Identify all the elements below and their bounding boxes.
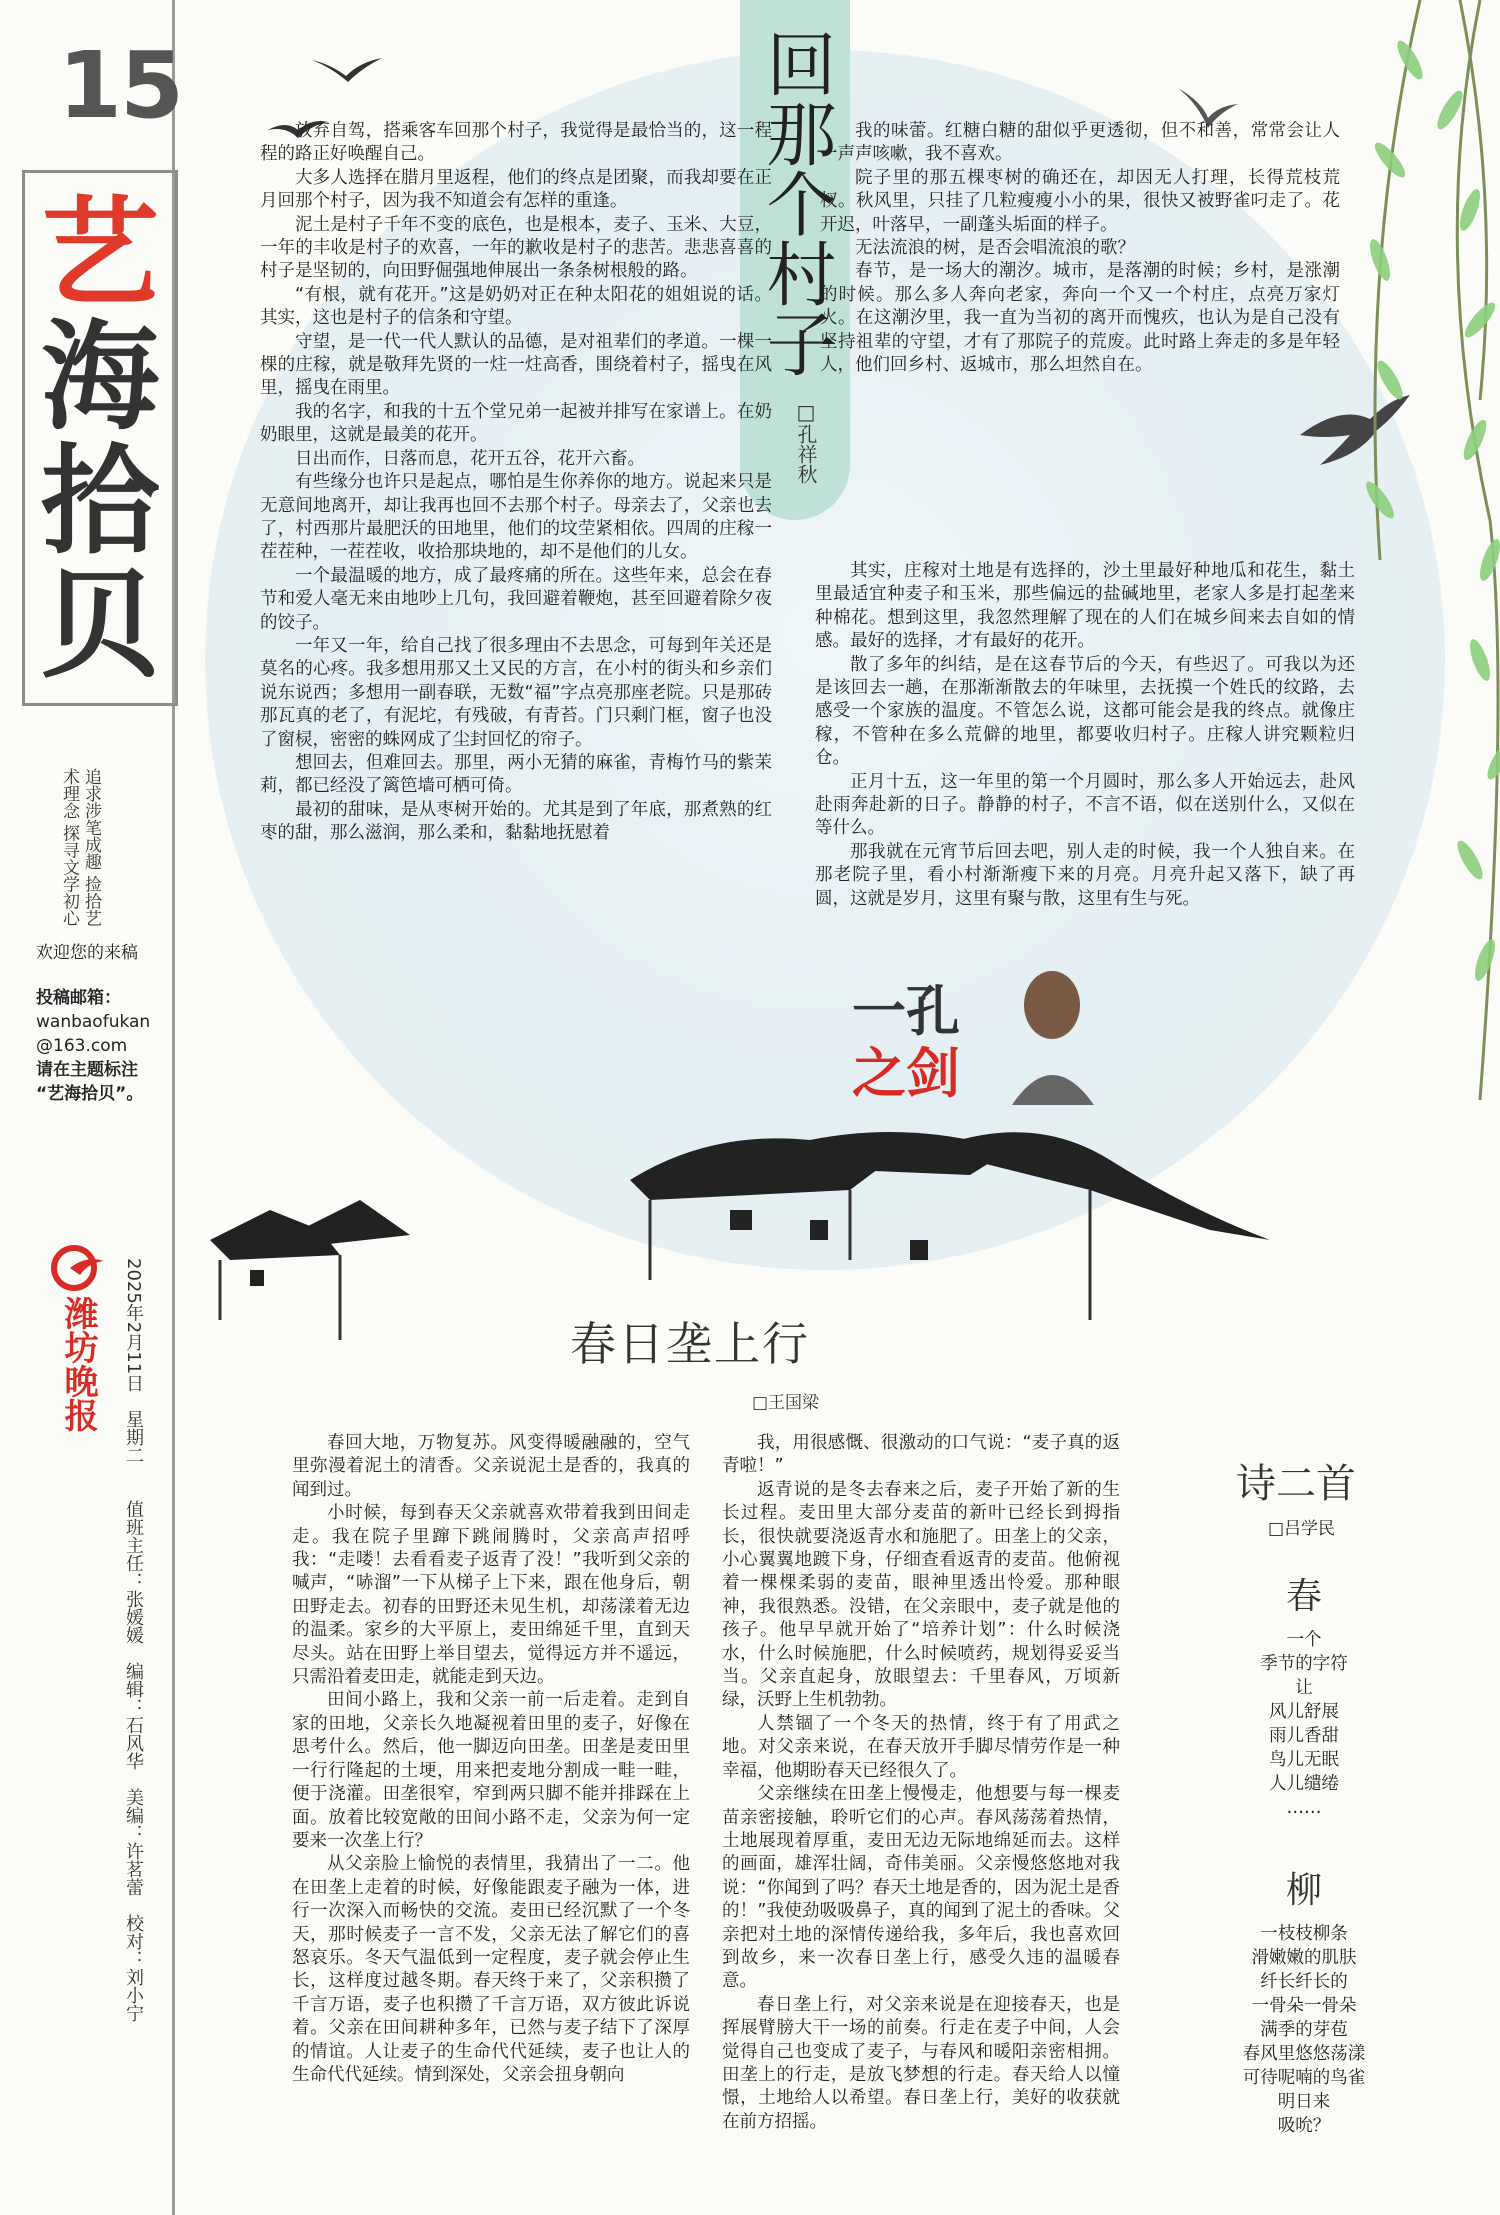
article-byline: □王国梁	[752, 1393, 820, 1413]
badge-text: 之剑	[852, 1041, 960, 1105]
email-address-line1: wanbaofukan	[36, 1012, 151, 1032]
section-title-char: 拾	[40, 431, 159, 570]
section-title-box	[22, 170, 178, 706]
email-label: 投稿邮箱：	[36, 988, 121, 1008]
paragraph: 最初的甜味，是从枣树开始的。尤其是到了年底，那煮熟的红枣的甜，那么滋润，那么柔和，黏黏地抚慰着	[260, 799, 772, 844]
poems-heading: 诗二首	[1236, 1461, 1356, 1507]
paragraph: 有些缘分也许只是起点，哪怕是生你养你的地方。说起来只是无意间地离开，却让我再也回不去那个村子。母亲去了，父亲也去了，村西那片最肥沃的田地里，他们的坟茔紧相依。四周的庄稼一茬茬种，一茬茬收，收拾那块地的，却不是他们的儿女。	[260, 472, 772, 563]
poem-line: 吸吮？	[1277, 2116, 1331, 2136]
paragraph: 我，用很感慨、很激动的口气说：“麦子真的返青啦！”	[722, 1433, 1120, 1477]
poem-line: 可待呢喃的鸟雀	[1242, 2068, 1366, 2088]
poem-line: ……	[1286, 1798, 1322, 1818]
poem-line: 人儿缱绻	[1269, 1774, 1339, 1794]
paragraph: 院子里的那五棵枣树的确还在，却因无人打理，长得荒枝荒杈。秋风里，只挂了几粒瘦瘦小小的果，很快又被野雀叼走了。花开迟，叶落早，一副蓬头垢面的样子。	[820, 167, 1340, 235]
paragraph: 父亲继续在田垄上慢慢走，他想要与每一棵麦苗亲密接触，聆听它们的心声。春风荡荡着热情，土地展现着厚重，麦田无边无际地绵延而去。这样的画面，雄浑壮阔，奇伟美丽。父亲慢悠悠地对我说：“你闻到了吗？春天土地是香的，因为泥土是香的！”我使劲吸吸鼻子，真的闻到了泥土的香味。父亲把对土地的深情传递给我，多年后，我也喜欢回到故乡，来一次春日垄上行，感受久违的温暖春意。	[722, 1784, 1120, 1992]
submission-note-line1: 请在主题标注	[36, 1060, 138, 1080]
section-title-char: 贝	[40, 555, 159, 694]
section-title	[25, 183, 175, 694]
poems-byline: □吕学民	[1268, 1519, 1336, 1539]
section-motto: 追求涉笔成趣 捡拾艺术理念 探寻文学初心	[59, 768, 101, 927]
paragraph: 日出而作，日落而息，花开五谷，花开六畜。	[295, 448, 645, 469]
article-column	[260, 120, 772, 846]
newspaper-logo-icon	[50, 1245, 106, 1291]
paragraph: 放弃自驾，搭乘客车回那个村子，我觉得是最恰当的，这一程程的路正好唤醒自己。	[260, 121, 772, 165]
section-title-char: 艺	[40, 183, 159, 322]
poem-line: 一个	[1286, 1630, 1322, 1650]
email-address-line2: @163.com	[36, 1036, 128, 1056]
author-badge	[832, 965, 1122, 1105]
welcome-text: 欢迎您的来稿	[36, 943, 138, 963]
paragraph: 想回去，但难回去。那里，两小无猜的麻雀，青梅竹马的紫茉莉，都已经没了篱笆墙可栖可倚。	[260, 752, 772, 797]
paragraph: 泥土是村子千年不变的底色，也是根本，麦子、玉米、大豆，一年的丰收是村子的欢喜，一年的歉收是村子的悲苦。悲悲喜喜的村子是坚韧的，向田野倔强地伸展出一条条树根般的路。	[260, 214, 772, 282]
poem-title: 春	[1285, 1576, 1322, 1617]
poem-line: 季节的字符	[1260, 1654, 1348, 1674]
page-number: 15	[58, 32, 183, 139]
submission-contact	[36, 986, 166, 1106]
author-portrait-icon	[1002, 965, 1112, 1105]
paragraph: 大多人选择在腊月里返程，他们的终点是团聚，而我却要在正月回那个村子，因为我不知道会有怎样的重逢。	[260, 167, 772, 212]
bird-icon	[312, 56, 382, 82]
paragraph: 田间小路上，我和父亲一前一后走着。走到自家的田地，父亲长久地凝视着田里的麦子，好像在思考什么。然后，他一脚迈向田垄。田垄是麦田里一行行隆起的土埂，用来把麦地分割成一畦一畦，便于浇灌。田垄很窄，窄到两只脚不能并排踩在上面。放着比较宽敞的田间小路不走，父亲为何一定要来一次垄上行？	[292, 1690, 690, 1851]
article-title: 春日垄上行	[570, 1317, 810, 1371]
article-title: 回那个村子	[755, 28, 837, 378]
poem-line: 让	[1295, 1678, 1313, 1698]
newspaper-name: 潍坊晚报	[58, 1296, 98, 1432]
poem-line: 鸟儿无眠	[1269, 1750, 1339, 1770]
paragraph: 守望，是一代一代人默认的品德，是对祖辈们的孝道。一棵一棵的庄稼，就是敬拜先贤的一炷一炷高香，围绕着村子，摇曳在风里，摇曳在雨里。	[260, 331, 772, 399]
badge-text: 一孔	[852, 979, 960, 1043]
poem-line: 一骨朵一骨朵	[1251, 1996, 1357, 2016]
paragraph: 那我就在元宵节后回去吧，别人走的时候，我一个人独自来。在那老院子里，看小村渐渐瘦下来的月亮。月亮升起又落下，缺了再圆，这就是岁月，这里有聚与散，这里有生与死。	[815, 841, 1355, 909]
section-title-char: 海	[40, 307, 159, 446]
paragraph: 一年又一年，给自己找了很多理由不去思念，可每到年关还是莫名的心疼。我多想用那又土又民的方言，在小村的街头和乡亲们说东说西；多想用一副春联，无数“福”字点亮那座老院。只是那砖那瓦真的老了，有泥坨，有残破，有青苔。门只剩门框，窗子也没了窗棂，密密的蛛网成了尘封回忆的帘子。	[260, 635, 772, 750]
poem-line: 雨儿香甜	[1269, 1726, 1339, 1746]
article-column	[820, 120, 1340, 377]
paragraph: 春节，是一场大的潮汐。城市，是落潮的时候；乡村，是涨潮的时候。那么多人奔向老家，奔向一个又一个村庄，点亮万家灯火。在这潮汐里，我一直为当初的离开而愧疚，也认为是自己没有坚持祖辈的守望，才有了那院子的荒废。此时路上奔走的多是年轻人，他们回乡村、返城市，那么坦然自在。	[820, 261, 1340, 376]
paragraph: 返青说的是冬去春来之后，麦子开始了新的生长过程。麦田里大部分麦苗的新叶已经长到拇指长，很快就要浇返青水和施肥了。田垄上的父亲，小心翼翼地踱下身，仔细查看返青的麦苗。他俯视着一棵棵柔弱的麦苗，眼神里透出怜爱。那种眼神，我很熟悉。没错，在父亲眼中，麦子就是他的孩子。他早早就开始了“培养计划”：什么时候浇水，什么时候施肥，什么时候喷药，规划得妥妥当当。父亲直起身，放眼望去：千里春风，万顷新绿，沃野上生机勃勃。	[722, 1479, 1120, 1711]
poem-lines	[1204, 1922, 1404, 2138]
paragraph: 小时候，每到春天父亲就喜欢带着我到田间走走。我在院子里蹿下跳闹腾时，父亲高声招呼我：“走喽！去看看麦子返青了没！”我听到父亲的喊声，“哧溜”一下从梯子上下来，跟在他身后，朝田野走去。初春的田野还未见生机，却荡漾着无边的温柔。家乡的大平原上，麦田绵延千里，直到天尽头。站在田野上举目望去，觉得远方并不遥远，只需沿着麦田走，就能走到天边。	[292, 1503, 690, 1688]
poem-line: 春风里悠悠荡漾	[1242, 2044, 1366, 2064]
article-column	[815, 560, 1355, 911]
paragraph: 无法流浪的树，是否会唱流浪的歌？	[855, 238, 1135, 259]
paragraph: 人禁锢了一个冬天的热情，终于有了用武之地。对父亲来说，在春天放开手脚尽情劳作是一种幸福，他期盼春天已经很久了。	[722, 1713, 1120, 1781]
poem-line: 一枝枝柳条	[1260, 1924, 1348, 1944]
poem-lines	[1204, 1628, 1404, 1820]
poem-line: 满季的芽苞	[1260, 2020, 1348, 2040]
poem-line: 滑嫩嫩的肌肤	[1251, 1948, 1357, 1968]
poem-title: 柳	[1285, 1870, 1322, 1911]
poem-line: 风儿舒展	[1269, 1702, 1339, 1722]
paragraph: 其实，庄稼对土地是有选择的，沙土里最好种地瓜和花生，黏土里最适宜种麦子和玉米，那些偏远的盐碱地里，老家人多是打起垄来种棉花。想到这里，我忽然理解了现在的人们在城乡间来去自如的情感。最好的选择，才有最好的花开。	[815, 561, 1355, 652]
paragraph: 散了多年的纠结，是在这春节后的今天，有些迟了。可我以为还是该回去一趟，在那渐渐散去的年味里，去抚摸一个姓氏的纹路，去感受一个家族的温度。不管怎么说，这都可能会是我的终点。就像庄稼，不管种在多么荒僻的地里，都要收归村子。庄稼人讲究颗粒归仓。	[815, 654, 1355, 769]
paragraph: 正月十五，这一年里的第一个月圆时，那么多人开始远去，赴风赴雨奔赴新的日子。静静的村子，不言不语，似在送别什么，又似在等什么。	[815, 771, 1355, 839]
article-column	[722, 1432, 1120, 2134]
paragraph: 一个最温暖的地方，成了最疼痛的所在。这些年来，总会在春节和爱人毫无来由地吵上几句，我回避着鞭炮，甚至回避着除夕夜的饺子。	[260, 565, 772, 633]
article-byline: □孔祥秋	[794, 400, 818, 484]
submission-note-line2: “艺海拾贝”。	[36, 1084, 144, 1104]
paragraph: 从父亲脸上愉悦的表情里，我猜出了一二。他在田垄上走着的时候，好像能跟麦子融为一体，进行一次深入而畅快的交流。麦田已经沉默了一个冬天，那时候麦子一言不发，父亲无法了解它们的喜怒哀乐。冬天气温低到一定程度，麦子就会停止生长，这样度过越冬期。春天终于来了，父亲积攒了千言万语，麦子也积攒了千言万语，双方彼此诉说着。父亲在田间耕种多年，已然与麦子结下了深厚的情谊。人让麦子的生命代代延续，麦子也让人的生命代代延续。情到深处，父亲会扭身朝向	[292, 1854, 690, 2085]
paragraph: 我的名字，和我的十五个堂兄弟一起被并排写在家谱上。在奶奶眼里，这就是最美的花开。	[260, 401, 772, 446]
poem-line: 明日来	[1277, 2092, 1331, 2112]
paragraph: 我的味蕾。红糖白糖的甜似乎更透彻，但不和善，常常会让人一声声咳嗽，我不喜欢。	[820, 121, 1340, 165]
article-column	[292, 1432, 690, 2087]
paragraph: 春日垄上行，对父亲来说是在迎接春天，也是挥展臂膀大干一场的前奏。行走在麦子中间，人会觉得自己也变成了麦子，与春风和暖阳亲密相拥。田垄上的行走，是放飞梦想的行走。春天给人以憧憬，土地给人以希望。春日垄上行，美好的收获就在前方招摇。	[722, 1994, 1120, 2132]
paragraph: “有根，就有花开。”这是奶奶对正在种太阳花的姐姐说的话。其实，这也是村子的信条和守望。	[260, 284, 772, 329]
paragraph: 春回大地，万物复苏。风变得暖融融的，空气里弥漫着泥土的清香。父亲说泥土是香的，我真的闻到过。	[292, 1433, 690, 1500]
edition-info: 2025年2月11日 星期二 值班主任：张媛媛 编辑：石风华 美编：许茗蕾 校对：刘小宁	[123, 1258, 144, 2023]
poem-line: 纤长纤长的	[1260, 1972, 1348, 1992]
